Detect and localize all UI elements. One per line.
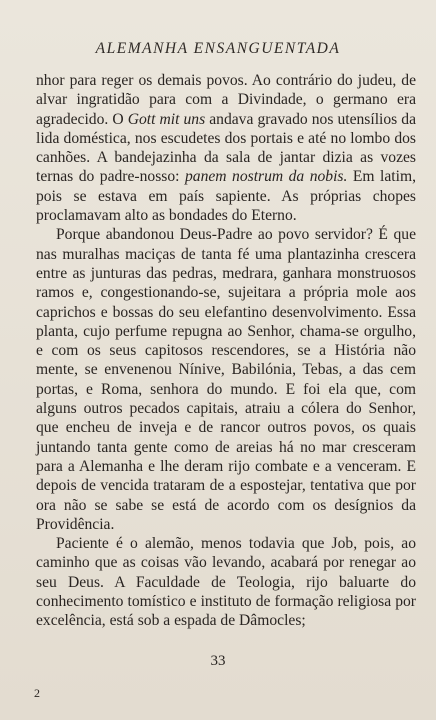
running-header: ALEMANHA ENSANGUENTADA <box>95 40 341 57</box>
body-text <box>36 71 416 631</box>
paragraph-2: Porque abandonou Deus-Padre ao povo servidor? É que nas muralhas maciças de tanta fé uma plantazinha crescera entre as junturas das pedras, medrara, ganhara monstruosos ramos e, congestionando-se, sujeitara a própria mole aos caprichos e bossas do seu elefantino desenvolvimento. Essa planta, cujo perfume repugna ao Senhor, chama-se orgulho, e com os seus capitosos rescendores, se a História não mente, se envenenou Nínive, Babilónia, Tebas, a das cem portas, e Roma, senhora do mundo. E foi ela que, com alguns outros pecados capitais, atraiu a cólera do Senhor, que encheu de inveja e de rancor outros povos, os quais juntando tanta gente como de areias há no mar cresceram para a Alemanha e lhe deram rijo combate e a venceram. E depois de vencida trataram de a espostejar, tentativa que por ora não se sabe se está de acordo com os desígnios da Providência. <box>36 226 416 533</box>
paragraph-1-part-3: Em latim, pois se estava em país sapiente. As próprias chopes proclamavam alto as bondades do Eterno. <box>36 168 416 225</box>
page-number: 33 <box>210 653 226 669</box>
paragraph-1 <box>36 71 416 225</box>
paragraph-1-italic-gott: Gott mit uns <box>127 110 206 128</box>
paragraph-1-part-1: nhor para reger os demais povos. Ao contrário do judeu, de alvar ingratidão para com a Divindade, o germano era agradecido. O <box>36 72 416 128</box>
paragraph-1-italic-panem: panem nostrum da nobis. <box>184 168 348 186</box>
signature-mark: 2 <box>34 686 40 700</box>
paragraph-1-part-2: andava gravado nos utensílios da lida doméstica, nos escudetes dos portais e até no lombo dos canhões. A bandejazinha da sala de jantar dizia as vozes ternas do padre-nosso: <box>36 110 417 186</box>
paragraph-3: Paciente é o alemão, menos todavia que Job, pois, ao caminho que as coisas vão levando, acabará por renegar ao seu Deus. A Faculdade de Teologia, rijo baluarte do conhecimento tomístico e instituto de formação religiosa por excelência, está sob a espada de Dâmocles; <box>36 535 416 630</box>
